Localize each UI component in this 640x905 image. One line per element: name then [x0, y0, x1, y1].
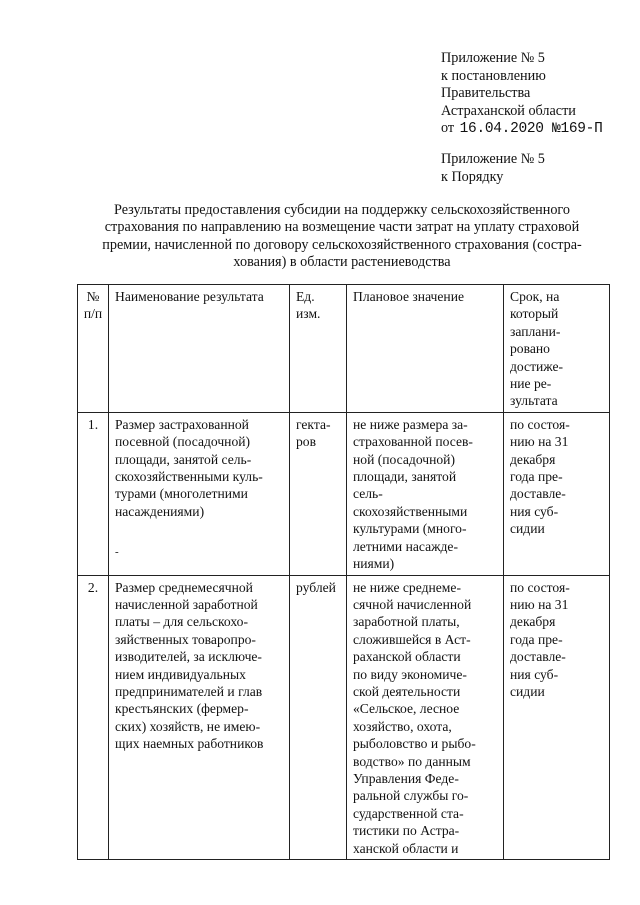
title-line: Результаты предоставления субсидии на поддержку сельскохозяйственного — [113, 202, 570, 218]
header-name: Наименование результата — [109, 285, 290, 413]
row-term: по состоя- нию на 31 декабря года пре- доставле- ния суб- сидии — [504, 575, 610, 860]
row-unit: рублей — [290, 575, 347, 860]
header-num: № п/п — [78, 285, 109, 413]
row-num: 2. — [78, 575, 109, 860]
appendix-line: к постановлению — [441, 67, 546, 84]
title-line: премии, начисленной по договору сельскохозяйственного страхования (состра- — [102, 236, 582, 253]
table-header-row — [78, 285, 610, 413]
results-table — [77, 284, 610, 860]
date-stamp: 16.04.2020 №169-П — [459, 121, 603, 138]
stray-mark: - — [115, 546, 119, 559]
row-plan: не ниже среднеме- сячной начисленной заработной платы, сложившейся в Аст- раханской области по виду экономиче- ской деятельности «Сельское, лесное хозяйство, охота, рыболовство и рыбо- водство» по данным Управления Феде- ральной службы го- сударственной ста- тистики по Астра- ханской области и — [347, 575, 504, 860]
appendix-line: Приложение № 5 — [441, 50, 545, 66]
appendix-line: Приложение № 5 — [441, 151, 545, 167]
header-plan: Плановое значение — [347, 285, 504, 413]
appendix-date-line — [441, 120, 631, 139]
date-prefix: от — [441, 120, 455, 137]
appendix-header — [441, 50, 631, 139]
row-plan: не ниже размера за- страхованной посев- ной (посадочной) площади, занятой сель- скохозяйственными культурами (много- летними насажде- ниями) — [347, 412, 504, 575]
title-line: страхования по направлению на возмещение части затрат на уплату страховой — [104, 219, 580, 236]
table-row — [78, 412, 610, 575]
row-name: Размер среднемесячной начисленной заработной платы – для сельскохо- зяйственных товаропро- изводителей, за исключе- нием индивидуальных предпринимателей и глав крестьянских (фермер- ских) хозяйств, не имею- щих наемных работников — [109, 575, 290, 860]
row-name: Размер застрахованной посевной (посадочной) площади, занятой сель- скохозяйственными куль- турами (многолетними насаждениями) - — [109, 412, 290, 575]
document-title — [72, 202, 612, 272]
title-line: хования) в области растениеводства — [233, 254, 451, 271]
row-unit: гекта- ров — [290, 412, 347, 575]
header-term: Срок, на который заплани- ровано достиже- ние ре- зультата — [504, 285, 610, 413]
row-num: 1. — [78, 412, 109, 575]
header-unit: Ед. изм. — [290, 285, 347, 413]
appendix-line: к Порядку — [441, 168, 504, 185]
appendix-line: Астраханской области — [441, 102, 576, 119]
table-row — [78, 575, 610, 860]
row-term: по состоя- нию на 31 декабря года пре- доставле- ния суб- сидии — [504, 412, 610, 575]
appendix-header-2 — [441, 151, 631, 186]
appendix-line: Правительства — [441, 85, 531, 102]
